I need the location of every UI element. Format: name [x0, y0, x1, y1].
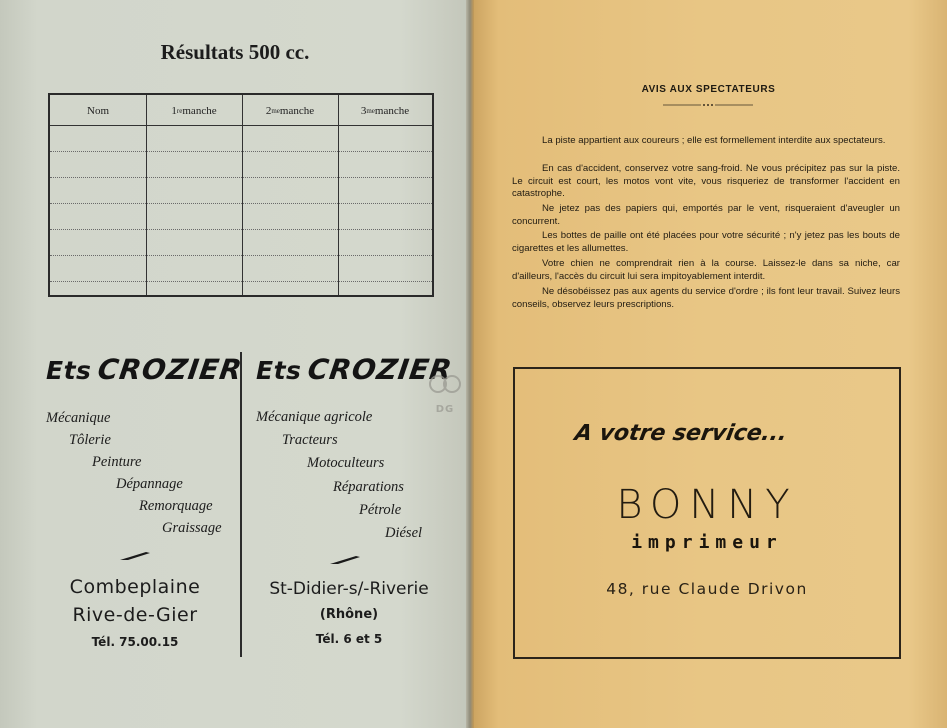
table-row-rule	[50, 151, 432, 152]
ad1-service: Remorquage	[139, 498, 213, 514]
crozier-logo-1: Ets CROZIER	[46, 353, 245, 386]
ads-divider	[240, 352, 242, 657]
title-ornament	[663, 101, 753, 109]
table-column-rule	[242, 95, 243, 295]
ad1-address-line: Combeplaine	[69, 576, 201, 598]
avis-paragraph: La piste appartient aux coureurs ; elle est formellement interdite aux spectateurs.	[542, 135, 886, 146]
ad2-service: Diésel	[385, 525, 423, 541]
ad1-service: Tôlerie	[69, 432, 111, 448]
ad2-address-line: (Rhône)	[319, 607, 379, 622]
watermark-mark-icon	[428, 372, 462, 402]
ad1-phone: Tél. 75.00.15	[91, 635, 179, 649]
avis-title: AVIS AUX SPECTATEURS	[641, 84, 776, 95]
printer-trade: imprimeur	[631, 532, 783, 553]
watermark-label: DG	[435, 404, 455, 415]
column-header-manche-3: 3 me manche	[360, 104, 410, 117]
avis-paragraph: Votre chien ne comprendrait rien à la course. Laissez-le dans sa niche, car d'ailleurs, l'accès du circuit lui sera impitoyablement interdit.	[512, 258, 900, 282]
avis-paragraph: Les bottes de paille ont été placées pour votre sécurité ; n'y jetez pas les bouts de cigarettes et les allumettes.	[512, 230, 900, 254]
column-header-nom: Nom	[87, 104, 109, 117]
results-table	[48, 93, 434, 297]
column-header-manche-1: 1 re manche	[171, 104, 217, 117]
ad2-address-line: St-Didier-s/-Riverie	[269, 579, 429, 599]
results-title: Résultats 500 cc.	[160, 40, 310, 64]
ad1-service: Peinture	[92, 454, 142, 470]
swoosh-ornament	[120, 551, 150, 561]
printer-ad-box	[513, 367, 901, 659]
page-fold	[466, 0, 474, 728]
ad1-service: Mécanique	[46, 410, 111, 426]
swoosh-ornament	[330, 555, 360, 565]
table-column-rule	[146, 95, 147, 295]
ad2-service: Motoculteurs	[307, 455, 385, 471]
table-row-rule	[50, 203, 432, 204]
crozier-logo-2: Ets CROZIER	[256, 353, 455, 386]
table-row-rule	[50, 177, 432, 178]
ad2-service: Mécanique agricole	[256, 409, 373, 425]
printer-name: BONNY	[616, 482, 798, 528]
ad1-service: Dépannage	[116, 476, 183, 492]
ad2-phone: Tél. 6 et 5	[315, 632, 383, 646]
avis-paragraph: En cas d'accident, conservez votre sang-froid. Ne vous précipitez pas sur la piste. Le circuit est court, les motos vont vite, vous risqueriez de transformer l'accident en catastrophe.	[512, 163, 900, 200]
avis-paragraph: Ne jetez pas des papiers qui, emportés par le vent, risqueraient d'aveugler un concurrent.	[512, 203, 900, 227]
ad1-service: Graissage	[162, 520, 222, 536]
ad1-address-line: Rive-de-Gier	[72, 604, 198, 626]
column-header-manche-2: 2 me manche	[265, 104, 315, 117]
ad2-service: Tracteurs	[282, 432, 338, 448]
printer-address: 48, rue Claude Drivon	[606, 580, 808, 598]
table-row-rule	[50, 281, 432, 282]
table-row-rule	[50, 255, 432, 256]
ad2-service: Réparations	[333, 479, 404, 495]
table-row-rule	[50, 229, 432, 230]
dg-watermark	[428, 372, 462, 422]
avis-paragraph: Ne désobéissez pas aux agents du service d'ordre ; ils font leur travail. Suivez leurs conseils, observez leurs prescriptions.	[512, 286, 900, 310]
table-column-rule	[338, 95, 339, 295]
table-header-rule	[50, 125, 432, 126]
ad2-service: Pétrole	[359, 502, 402, 518]
printer-tagline: A votre service...	[572, 421, 790, 446]
